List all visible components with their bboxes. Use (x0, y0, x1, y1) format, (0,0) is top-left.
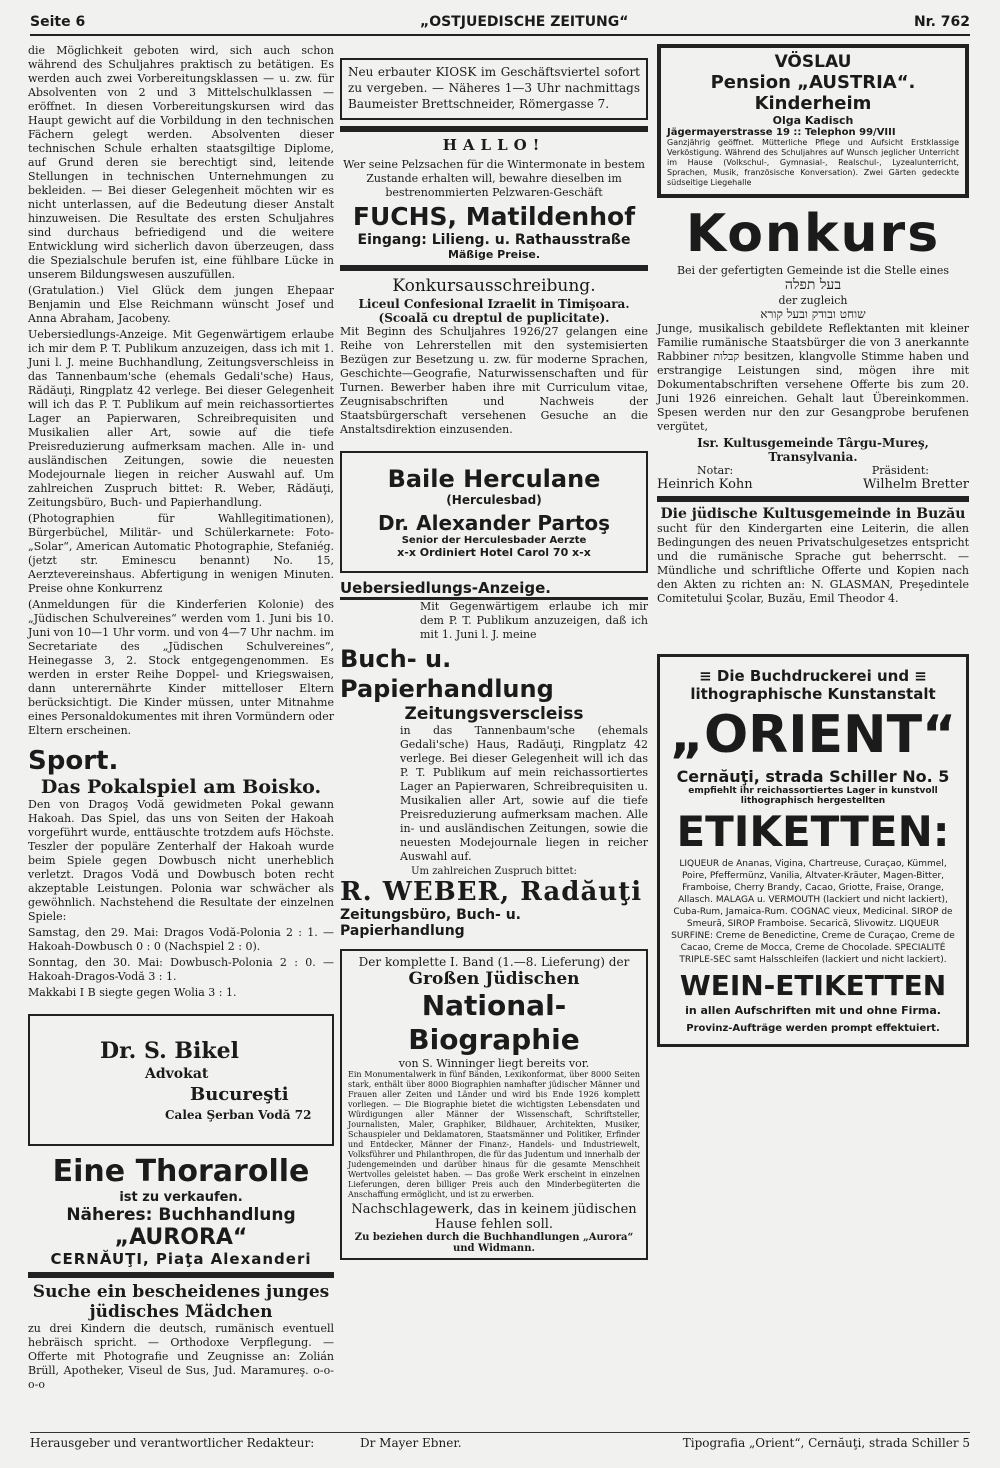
pension-text: Ganzjährig geöffnet. Mütterliche Pflege und Aufsicht Erstklassige Verköstigung. Während des Schuljahres auf Wunsch jeglicher Unterricht im Hause (Volkschul-, Gymnasial-, Realschul-, Lyzealunterricht, Sprachen, Musik, französische Konversation). Zwei Gärten gedeckte südseitige Liegehalle (667, 138, 959, 187)
baile-sub: (Herculesbad) (446, 493, 542, 507)
buch-title: Buch- u. Papierhandlung (340, 645, 554, 703)
ad-fuchs (340, 136, 648, 261)
notar-label: Notar: (697, 464, 734, 477)
konkurs-title: Konkursausschreibung. (392, 276, 596, 296)
konkurs-text: Junge, musikalisch gebildete Reflektanten mit kleiner Familie rumänische Staatsbürger die von 3 anerkannte Rabbiner קבלות besitzen, klangvolle Stimme haben und erstrangige Leistungen sind, mögen ihre mit Dokumentabschriften versehene Offerte bis zum 20. Juni 1926 einreichen. Gehalt laut Übereinkommen. Spesen werden nur den zur Gesangprobe berufenen vergütet, (657, 322, 970, 433)
ad-baile-herculane (340, 451, 648, 573)
issue-number: Nr. 762 (913, 14, 970, 30)
praes-name: Wilhelm Bretter (863, 477, 969, 492)
notice-kinderferien: (Anmeldungen für die Kinderferien Kolonie) des „Jüdischen Schulvereines“ werden vom 1. Juni bis 10. Juni von 10—1 Uhr vorm. und von 4—7 Uhr nachm. im Secretariate des „Jüdischen Schulvereines“, Heinegasse 3, 2. Stock entgegengenommen. Es werden in erster Reihe Doppel- und Kriegswaisen, dann unterernährte Kinder mittelloser Eltern berücksichtigt. Die Kinder müssen, unter Mitnahme eines Personaldokumentes mit ihren Vormündern oder Eltern erscheinen. (28, 598, 334, 737)
newspaper-title: „OSTJUEDISCHE ZEITUNG“ (420, 14, 629, 30)
orient-address: Cernăuţi, strada Schiller No. 5 (676, 767, 950, 786)
maedchen-text: zu drei Kindern die deutsch, rumänisch eventuell hebräisch spricht. — Orthodoxe Verpflegung. — Offerte mit Photografie und Zeugnisse an: Zolián Brüll, Apotheker, Viseul de Sus, Jud. Maramureş. o-o-o-o (28, 1322, 334, 1391)
aufschrift-text: in allen Aufschriften mit und ohne Firma. (685, 1004, 941, 1017)
thora-line: ist zu verkaufen. (119, 1190, 243, 1205)
nb-grossen: Großen Jüdischen (408, 969, 580, 989)
column-3 (657, 44, 969, 1053)
sport-subtitle: Das Pokalspiel am Boisko. (40, 776, 322, 798)
thora-title: Eine Thorarolle (52, 1154, 310, 1189)
kultus-name: Isr. Kultusgemeinde Târgu-Mureş, Transylvania. (697, 436, 929, 464)
thora-city: CERNĂUŢI, Piaţa Alexanderi (50, 1250, 312, 1268)
ueb-title: Uebersiedlungs-Anzeige. (340, 579, 648, 600)
bikel-city: Bucureşti (190, 1084, 289, 1105)
hebrew-baal-tefila: בעל תפלה (784, 277, 842, 293)
ad-bikel (28, 1014, 334, 1146)
sport-result: Samstag, den 29. Mai: Dragos Vodă-Polonia 2 : 1. — Hakoah-Dowbusch 0 : 0 (Nachspiel 2 : 0). (28, 926, 334, 953)
ueb-text2: in das Tannenbaum'sche (ehemals Gedali'sche) Haus, Radăuţi, Ringplatz 42 verlege. Bei dieser Gelegenheit will ich das P. T. Publikum auf mein reichassortiertes Lager an Papierwaren, Schreibrequisiten u. Musikalien aller Art, sowie auf die tiefe Preisreduzierung aufmerksam machen. Alle in- und ausländischen Zeitungen, sowie die neuesten Modejournale liegen in reicher Auswahl auf. (400, 724, 648, 863)
column-1 (28, 44, 334, 1394)
buzau-title: Die jüdische Kultusgemeinde in Buzău (660, 506, 966, 522)
etiketten-list: LIQUEUR de Ananas, Vigina, Chartreuse, Curaçao, Kümmel, Poire, Pfeffermünz, Vanilia, Altvater-Kräuter, Magen-Bitter, Framboise, Cherry Brandy, Cacao, Griotte, Fraise, Orange, Allasch. MALAGA u. VERMOUTH (lackiert und nicht lackiert), Cuba-Rum, Jamaica-Rum. COGNAC vieux, Medicinal. SIROP de Smeură, SIROP Framboise. Secarică, Slivowitz. LIQUEUR SURFINE: Creme de Benedictine, Creme de Curaçao, Creme de Cacao, Creme de Mocca, Creme de Chocolade. SPECIALITÉ TRIPLE-SEC samt Halsschleifen (lackiert und nicht lackiert). (671, 859, 955, 965)
nb-nachschlage: Nachschlagewerk, das in keinem jüdischen Hause fehlen soll. (351, 1202, 637, 1232)
nb-text: Ein Monumentalwerk in fünf Bänden, Lexikonformat, über 8000 Seiten stark, enthält über 8000 Biographien namhafter jüdischer Männer und Frauen aller Zeiten und Länder und wird bis Ende 1926 komplett vorliegen. — Die Biographie bietet die wichtigsten Lebensdaten und Würdigungen aller Männer der Wissenschaft, Schriftsteller, Journalisten, Maler, Graphiker, Bildhauer, Architekten, Musiker, Schauspieler und Deklamatoren, Staatsmänner und Politiker, Erfinder und Entdecker, Männer der Finanz-, Handels- und Industriewelt, Volksführer und Philanthropen, die für das Judentum und innerhalb der Judengemeinden und darüber hinaus für die gesamte Menschheit Wertvolles geleistet haben. — Das große Werk erscheint in einzelnen Lieferungen, deren billiger Preis auch den Minderbegüterten die Anschaffung ermöglicht, und ist zu erwerben. (348, 1070, 640, 1199)
sport-title: Sport. (28, 746, 119, 776)
partos-sub: Senior der Herculesbader Aerzte (401, 535, 587, 546)
bikel-role: Advokat (145, 1066, 209, 1082)
divider (28, 1272, 334, 1278)
footer-editor: Dr Mayer Ebner. (360, 1436, 462, 1450)
hallo-text: Wer seine Pelzsachen für die Wintermonate in bestem Zustande erhalten will, bewahre dieselben im bestrenommierten Pelzwaren-Geschäft (343, 158, 645, 199)
nb-band: Der komplette I. Band (1.—8. Lieferung) der (358, 955, 630, 969)
ad-buzau (657, 506, 969, 606)
ad-thorarolle (28, 1154, 334, 1268)
konkurs-zugleich: der zugleich (778, 294, 848, 307)
thora-info: Näheres: Buchhandlung (66, 1205, 296, 1225)
weber-sub: Zeitungsbüro, Buch- u. Papierhandlung (340, 907, 522, 939)
weber-name: R. WEBER, Radăuţi (340, 877, 643, 907)
etiketten-title: ETIKETTEN: (676, 807, 950, 856)
praes-label: Präsident: (871, 464, 929, 477)
nb-title: National-Biographie (408, 989, 580, 1056)
voeslau-title: VÖSLAU (774, 52, 852, 72)
page-header (30, 10, 970, 36)
olga-name: Olga Kadisch (772, 114, 854, 127)
notar-name: Heinrich Kohn (657, 477, 753, 492)
fuchs-entry: Eingang: Lilieng. u. Rathausstraße (357, 232, 631, 248)
baile-title: Baile Herculane (387, 465, 601, 493)
article-schools: die Möglichkeit geboten wird, sich auch schon während des Schuljahres praktisch zu betätigen. Es werden auch zwei Vorbereitungsklassen — u. zw. für Absolventen von 2 und 3 Mittelschulklassen — eröffnet. In diesen Vorbereitungskursen wird das Haupt gewicht auf die Vorbildung in den technischen Fächern gelegt werden. Absolventen dieser technischen Schule erhalten staatsgiltige Diplome, auf Grund deren sie berechtigt sind, leitende Stellungen in technischen Unternehmungen zu bekleiden. — Bei dieser Gelegenheit möchten wir es nicht unterlassen, auf die Bedeutung dieser Anstalt hinzuweisen. Die Resultate des ersten Schuljahres sind durchaus befriedigend und die weitere Entwicklung wird sicherlich davon überzeugen, dass die Spezialschule berufen ist, eine fühlbare Lücke in unserem Bildungswesen auszufüllen. (28, 44, 334, 281)
konkurs-intro: Bei der gefertigten Gemeinde ist die Stelle eines (676, 264, 950, 277)
footer-publisher-label: Herausgeber und verantwortlicher Redakteur: (30, 1436, 315, 1450)
thora-shop: „AURORA“ (114, 1225, 248, 1250)
zeitung-title: Zeitungsverscleiss (404, 704, 584, 724)
divider (657, 496, 969, 502)
ad-konkursausschreibung (340, 275, 648, 437)
ad-kiosk (340, 58, 648, 120)
divider (340, 126, 648, 132)
page-footer (30, 1432, 970, 1450)
liceul-name: Liceul Confesional Izraelit in Timişoara. (358, 297, 630, 311)
ad-konkurs-targu-mures (657, 204, 969, 492)
konkurs-text: Mit Beginn des Schuljahres 1926/27 gelangen eine Reihe von Lehrerstellen mit den systemisierten Bezügen zur Besetzung u. zw. für moderne Sprachen, Geschichte—Geografie, Naturwissenschaften und für Turnen. Bewerber haben ihre mit Curriculum vitae, Zeugnisabschriften und Nachweis der Staatsbürgerschaft versehenen Gesuche an die Anstaltsdirektion einzusenden. (340, 325, 648, 436)
page-number: Seite 6 (30, 14, 86, 30)
druck-title: ≡ Die Buchdruckerei und ≡ lithographische Kunstanstalt (690, 667, 936, 703)
hebrew-shochet: שוחט ובודק ובעל קורא (760, 307, 866, 321)
sport-result: Sonntag, den 30. Mai: Dowbusch-Polonia 2 : 0. — Hakoah-Dragos-Vodă 3 : 1. (28, 956, 334, 983)
partos-hotel: x-x Ordiniert Hotel Carol 70 x-x (397, 546, 591, 559)
provinz-text: Provinz-Aufträge werden prompt effektuiert. (686, 1023, 940, 1034)
orient-title: „ORIENT“ (669, 705, 957, 765)
ad-orient (657, 654, 969, 1047)
nb-beziehen: Zu beziehen durch die Buchhandlungen „Aurora“ und Widmann. (354, 1232, 634, 1254)
konkurs-headline: Konkurs (685, 204, 941, 264)
maedchen-title: Suche ein bescheidenes junges jüdisches Mädchen (32, 1282, 330, 1322)
bikel-name: Dr. S. Bikel (100, 1038, 239, 1064)
hallo-title: HALLO! (442, 136, 546, 154)
footer-printer: Tipografia „Orient“, Cernăuţi, strada Schiller 5 (682, 1436, 970, 1450)
wein-title: WEIN-ETIKETTEN (679, 969, 947, 1002)
notice-uebersiedlung: Uebersiedlungs-Anzeige. Mit Gegenwärtigem erlaube ich mir dem P. T. Publikum anzuzeigen, dass ich mit 1. Juni l. J. meine Buchhandlung, Zeitungsverschleiss in das Tannenbaum'sche (ehemals Gedali'sche) Haus, Rădăuţi, Ringplatz 42 verlege. Bei dieser Gelegenheit will ich das P. T. Publikum auf mein reichassortiertes Lager an Papierwaren, Schreibrequisiten und Musikalien aller Art, sowie auf die tiefe Preisreduzierung aufmerksam machen. Alle in- und ausländischen Zeitungen, sowie die neuesten Modejournale liegen in reicher Auswahl auf. Um zahlreichen Zuspruch bittet: R. Weber, Rădăuţi, Zeitungsbüro, Buch- und Papierhandlung. (28, 328, 334, 509)
ad-voeslau (657, 44, 969, 198)
ad-maedchen (28, 1282, 334, 1392)
zuspruch: Um zahlreichen Zuspruch bittet: (411, 866, 577, 877)
scoala-text: (Scoală cu dreptul de puplicitate). (378, 311, 610, 325)
column-2 (340, 44, 648, 1266)
ad-national-biographie (340, 949, 648, 1260)
notice-photographien: (Photographien für Wahllegitimationen), Bürgerbüchel, Militär- und Schülerkarnete: Foto-„Solar“, American Automatic Photographie, Stefaniég. (jetzt str. Eminescu benannt) No. 15, Aerztevereinshaus. Abfertigung in wenigen Minuten. Preise ohne Konkurrenz (28, 512, 334, 595)
divider (340, 265, 648, 271)
partos-name: Dr. Alexander Partoş (377, 511, 611, 535)
pension-address: Jägermayerstrasse 19 :: Telephon 99/VIII (667, 127, 896, 138)
notice-gratulation: (Gratulation.) Viel Glück dem jungen Ehepaar Benjamin und Else Reichmann wünscht Josef und Anna Abraham, Jacobeny. (28, 284, 334, 325)
ad-weber (340, 579, 648, 939)
fuchs-price: Mäßige Preise. (447, 248, 541, 261)
buzau-text: sucht für den Kindergarten eine Leiterin, die allen Bedingungen des neuen Privatschulgesetzes entspricht und die rumänische Sprache gut beherrscht. — Mündliche und schriftliche Offerte und Kopien nach den Akten zu richten an: N. GLASMAN, Preşedintele Comitetului Şcolar, Buzău, Emil Theodor 4. (657, 522, 969, 605)
kiosk-text: Neu erbauter KIOSK im Geschäftsviertel sofort zu vergeben. — Näheres 1—3 Uhr nachmittags Baumeister Brettschneider, Römergasse 7. (348, 65, 640, 111)
empfiehlt-text: empfiehlt ihr reichassortiertes Lager in kunstvoll lithographisch hergestellten (688, 786, 938, 806)
ueb-text1: Mit Gegenwärtigem erlaube ich mir dem P. T. Publikum anzuzeigen, daß ich mit 1. Juni l. J. meine (420, 600, 648, 641)
sport-result: Makkabi I B siegte gegen Wolia 3 : 1. (28, 986, 237, 999)
sport-section (28, 746, 334, 1000)
bikel-address: Calea Şerban Vodă 72 (165, 1108, 312, 1122)
pension-title: Pension „AUSTRIA“. Kinderheim (710, 72, 916, 114)
sport-text: Den von Dragoş Vodă gewidmeten Pokal gewann Hakoah. Das Spiel, das uns von Seiten der Hakoah vorgeführt wurde, enttäuschte trotzdem aufs Höchste. Teszler der populäre Zenterhalf der Hakoah wurde beim Spiele gegen Dowbusch nicht unerheblich verletzt. Dragos Vodă und Dowbusch boten recht akzeptable Leistungen. Polonia war schwächer als gewöhnlich. Nachstehend die Resultate der einzelnen Spiele: (28, 798, 334, 923)
fuchs-name: FUCHS, Matildenhof (352, 202, 636, 231)
nb-winninger: von S. Winninger liegt bereits vor. (398, 1057, 590, 1070)
